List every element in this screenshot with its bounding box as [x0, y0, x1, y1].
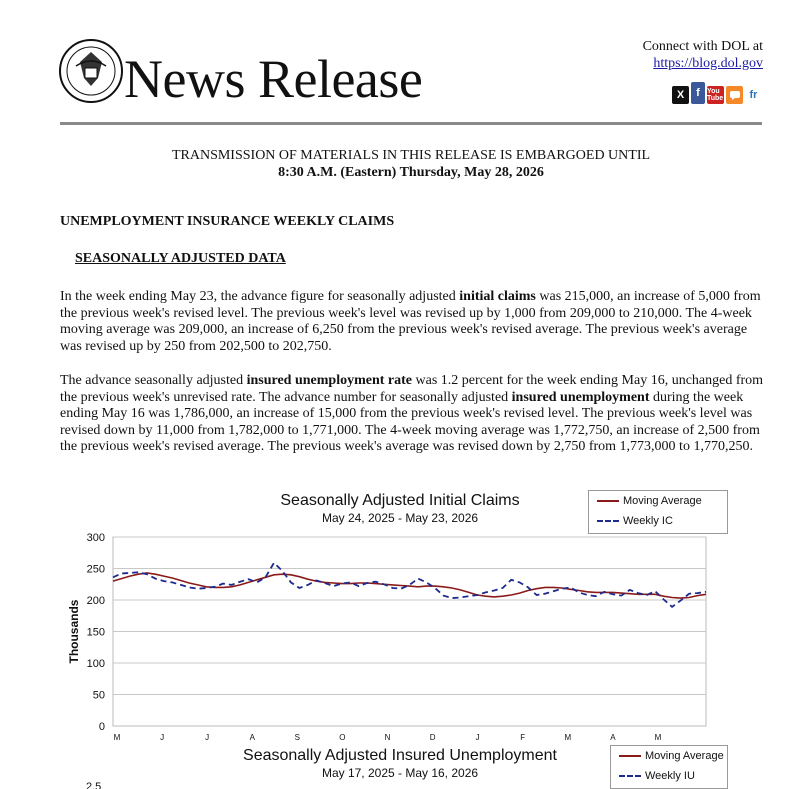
chart2-legend	[610, 745, 728, 789]
para2-bold-insured: insured unemployment	[511, 389, 650, 405]
legend2-swatch-solid	[619, 755, 641, 757]
chart1-month-label: A	[610, 733, 616, 742]
chart1-ytick-label: 300	[86, 532, 105, 544]
legend2-label-moving-average: Moving Average	[645, 750, 724, 762]
chart1-ytick-label: 250	[86, 563, 105, 576]
facebook-icon[interactable]: f	[691, 82, 705, 104]
chart1-month-label: D	[429, 733, 436, 742]
para1-bold-initial-claims: initial claims	[459, 289, 536, 304]
legend2-row-weekly-iu	[611, 766, 727, 786]
connect-label: Connect with DOL at	[642, 39, 763, 54]
chart1-month-label: N	[384, 733, 391, 742]
para2-text-c: was 1.2 percent for the week ending May 16, unchanged from the previous week's unrevised rate. The advance number for seasonally adjusted	[60, 373, 764, 405]
legend-label-moving-average: Moving Average	[623, 495, 702, 507]
para1-text-a: In the week ending May 23, the advance figure for seasonally adjusted	[60, 289, 460, 304]
legend-label-weekly-ic: Weekly IC	[623, 515, 673, 527]
chart1-month-label: J	[475, 733, 480, 742]
youtube-icon[interactable]: You Tube	[707, 88, 724, 102]
para2-text-a: The advance seasonally adjusted	[60, 373, 247, 388]
chart1-month-label: M	[564, 733, 572, 742]
x-icon[interactable]: X	[672, 86, 689, 104]
section-title: UNEMPLOYMENT INSURANCE WEEKLY CLAIMS	[60, 214, 395, 229]
para2-bold-rate: insured unemployment rate	[246, 373, 413, 388]
masthead-title: News Release	[124, 49, 423, 109]
chart2-ytick-top: 2.5	[86, 781, 102, 789]
para2-text-e: during the week ending May 16 was 1,786,000, an increase of 15,000 from the previous week's revised level. The previous week's level was revised down by 11,000 from 1,782,000 to 1,771,000. The 4-week moving average was 1,772,750, an increase of 2,500 from the previous week's revised average. The previous week's average was revised down by 2,750 from 1,773,000 to 1,770,250.	[60, 389, 760, 454]
legend2-label-weekly-iu: Weekly IU	[645, 770, 695, 782]
para1-text-c: was 215,000, an increase of 5,000 from the previous week's revised level. The previous week's level was revised up by 1,000 from 209,000 to 210,000. The 4-week moving average was 209,000, an increase of 6,250 from the previous week's revised average. The previous week's average was revised up by 250 from 202,500 to 202,750.	[60, 289, 761, 354]
legend2-swatch-dashed	[619, 775, 641, 777]
chart1-yaxis-title: Thousands	[67, 599, 81, 664]
chart1-series-moving-average	[113, 573, 706, 598]
chart1-subtitle: May 24, 2025 - May 23, 2026	[321, 511, 479, 525]
chart2-subtitle: May 17, 2025 - May 16, 2026	[321, 766, 479, 780]
chart2-title: Seasonally Adjusted Insured Unemployment	[243, 747, 557, 764]
chart1-month-label: A	[249, 733, 255, 742]
chart1-month-label: M	[654, 733, 662, 742]
chart1-ytick-label: 0	[98, 721, 105, 733]
chart1-ytick-label: 150	[86, 626, 105, 639]
blog-link[interactable]: https://blog.dol.gov	[653, 56, 763, 71]
chart1-ytick-label: 200	[86, 595, 105, 607]
chart1-month-label: O	[339, 733, 346, 742]
chart1-month-label: J	[160, 733, 165, 742]
embargo-line-2: 8:30 A.M. (Eastern) Thursday, May 28, 2026	[278, 165, 544, 180]
chart1-ytick-label: 50	[92, 689, 105, 702]
section-subtitle: SEASONALLY ADJUSTED DATA	[75, 251, 286, 266]
flickr-icon[interactable]: fr	[745, 86, 762, 104]
chart1-month-label: M	[113, 733, 121, 742]
legend2-row-moving-average	[611, 746, 727, 766]
chart1-month-label: F	[520, 733, 526, 742]
chart1-title: Seasonally Adjusted Initial Claims	[280, 492, 520, 509]
chart1-ytick-label: 100	[86, 658, 105, 670]
chart1-month-label: S	[294, 733, 301, 742]
chart1-month-label: J	[205, 733, 210, 742]
embargo-line-1: TRANSMISSION OF MATERIALS IN THIS RELEASE IS EMBARGOED UNTIL	[171, 148, 651, 163]
